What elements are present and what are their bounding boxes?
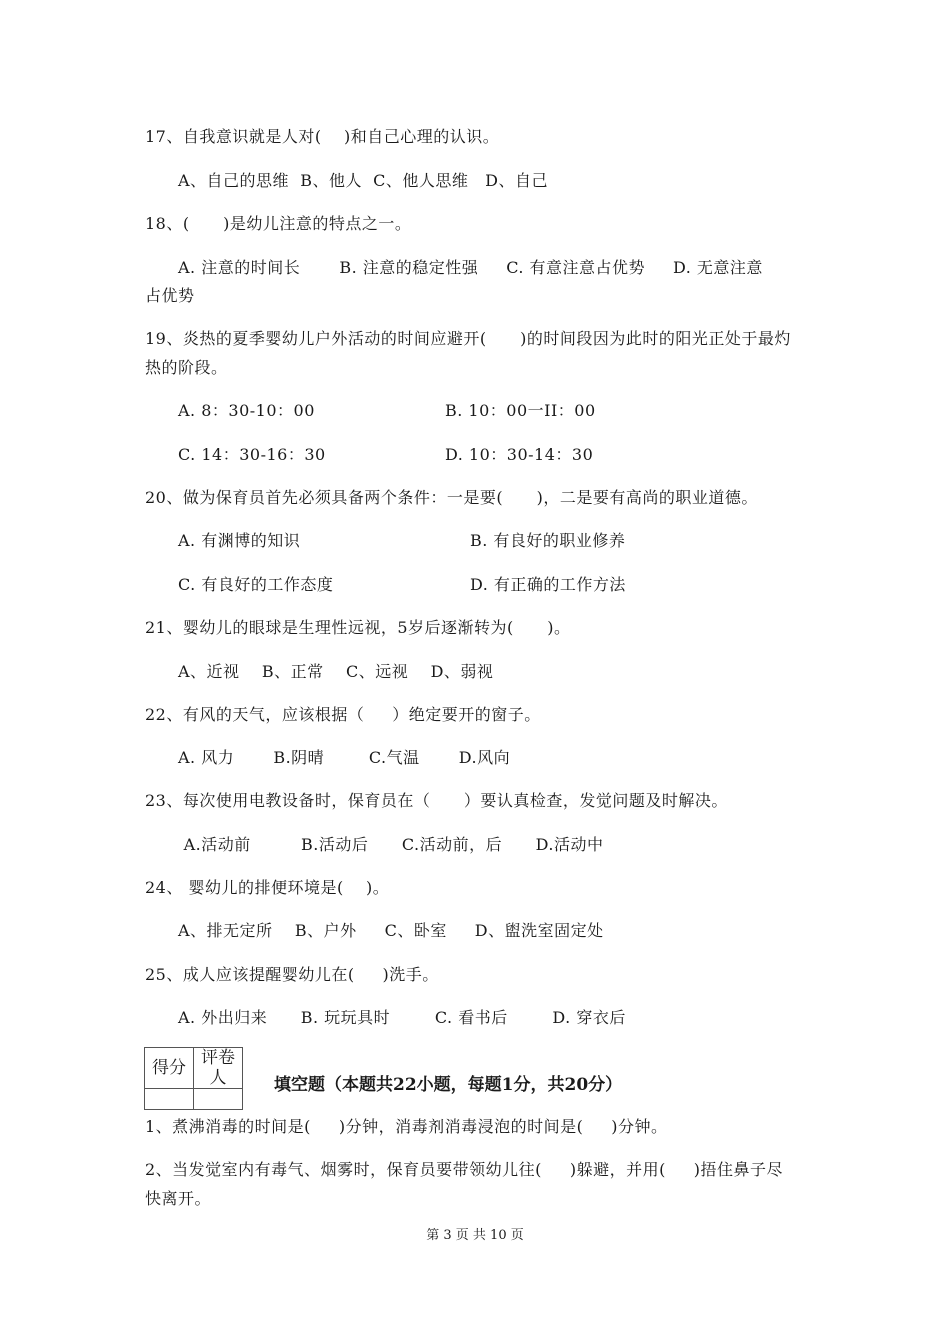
question-21-options: A、近视 B、正常 C、远视 D、弱视 <box>178 662 494 681</box>
question-19-option-a: A. 8：30-10：00 <box>178 401 315 420</box>
question-20-stem: 20、做为保育员首先必须具备两个条件：一是要( )，二是要有高尚的职业道德。 <box>145 488 758 507</box>
grader-label: 评卷人 <box>194 1048 243 1089</box>
score-box <box>144 1047 243 1110</box>
score-cell <box>145 1089 194 1110</box>
page-footer: 第 3 页 共 10 页 <box>426 1228 524 1243</box>
question-17-stem: 17、自我意识就是人对( )和自己心理的认识。 <box>145 127 500 146</box>
question-24-options: A、排无定所 B、户外 C、卧室 D、盥洗室固定处 <box>178 921 604 940</box>
question-18-options: A. 注意的时间长 B. 注意的稳定性强 C. 有意注意占优势 D. 无意注意 <box>178 258 763 277</box>
question-19-option-d: D. 10：30-14：30 <box>445 445 594 464</box>
question-23-options: A.活动前 B.活动后 C.活动前，后 D.活动中 <box>178 835 604 854</box>
question-22-options: A. 风力 B.阴晴 C.气温 D.风向 <box>178 748 511 767</box>
question-24-stem: 24、 婴幼儿的排便环境是( )。 <box>145 878 390 897</box>
question-23-stem: 23、每次使用电教设备时，保育员在（ ）要认真检查，发觉问题及时解决。 <box>145 791 728 810</box>
fill-blank-2-cont: 快离开。 <box>145 1189 212 1208</box>
fill-blank-2: 2、当发觉室内有毒气、烟雾时，保育员要带领幼儿往( )躲避，并用( )捂住鼻子尽 <box>145 1160 784 1179</box>
question-18-stem: 18、( )是幼儿注意的特点之一。 <box>145 214 412 233</box>
question-20-option-c: C. 有良好的工作态度 <box>178 575 334 594</box>
question-25-options: A. 外出归来 B. 玩玩具时 C. 看书后 D. 穿衣后 <box>178 1008 626 1027</box>
question-20-option-d: D. 有正确的工作方法 <box>470 575 626 594</box>
question-25-stem: 25、成人应该提醒婴幼儿在( )洗手。 <box>145 965 439 984</box>
question-18-options-cont: 占优势 <box>145 286 195 305</box>
question-19-option-b: B. 10：00一II：00 <box>445 401 596 420</box>
question-17-options: A、自己的思维 B、他人 C、他人思维 D、自己 <box>178 171 548 190</box>
question-19-option-c: C. 14：30-16：30 <box>178 445 326 464</box>
grader-cell <box>194 1089 243 1110</box>
question-22-stem: 22、有风的天气，应该根据（ ）绝定要开的窗子。 <box>145 705 541 724</box>
section-title: 填空题（本题共22小题，每题1分，共20分） <box>274 1075 623 1095</box>
question-19-stem-cont: 热的阶段。 <box>145 358 228 377</box>
question-19-stem: 19、炎热的夏季婴幼儿户外活动的时间应避开( )的时间段因为此时的阳光正处于最灼 <box>145 329 791 348</box>
question-21-stem: 21、婴幼儿的眼球是生理性远视，5岁后逐渐转为( )。 <box>145 618 571 637</box>
question-20-option-b: B. 有良好的职业修养 <box>470 531 626 550</box>
question-20-option-a: A. 有渊博的知识 <box>178 531 301 550</box>
score-label: 得分 <box>145 1048 194 1089</box>
fill-blank-1: 1、煮沸消毒的时间是( )分钟，消毒剂消毒浸泡的时间是( )分钟。 <box>145 1117 668 1136</box>
